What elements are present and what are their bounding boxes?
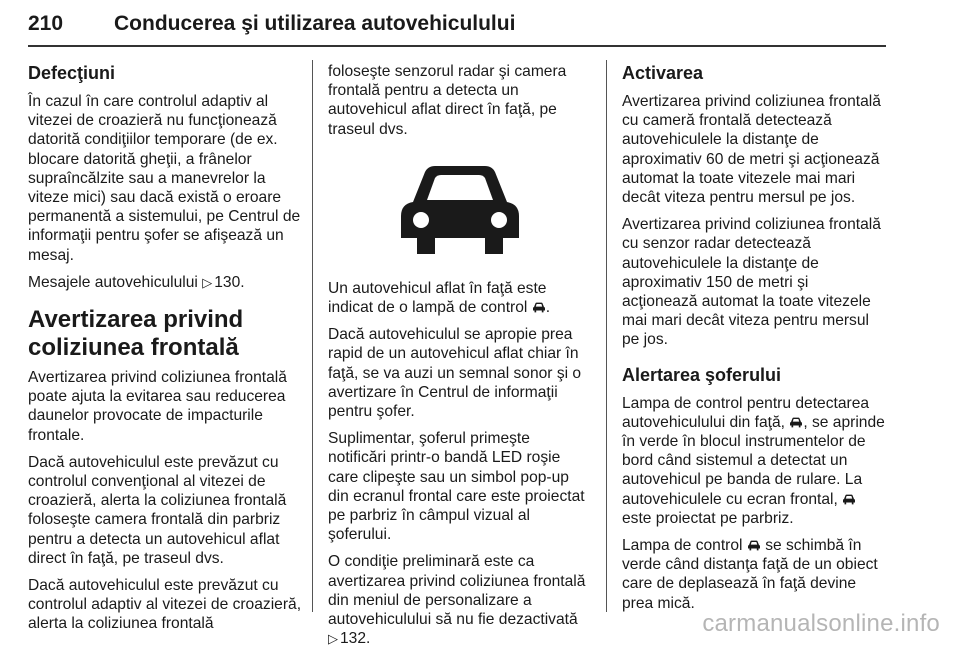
reference-text: Mesajele autovehiculului xyxy=(28,273,198,291)
paragraph-text: se schimbă în verde când distanţa faţă de un obiect care de deplasează în faţă devine prea mică. xyxy=(622,537,878,612)
vehicle-ahead-icon xyxy=(747,540,761,551)
vehicle-ahead-icon xyxy=(789,417,803,428)
paragraph: Dacă autovehiculul este prevăzut cu controlul adaptiv al vitezei de croazieră, alerta la coliziunea frontală xyxy=(28,577,302,633)
vehicle-ahead-figure xyxy=(328,149,592,267)
heading-defects: Defecţiuni xyxy=(28,63,116,83)
column-1 xyxy=(28,62,303,642)
indicator-text: Un autovehicul aflat în faţă este indicat de o lampă de control xyxy=(328,279,547,317)
paragraph: Avertizarea privind coliziunea frontală cu cameră frontală detectează autovehiculele la distanţe de aproximativ 60 de metri şi acţionează automat la toate vitezele mai mari decât viteza pentru mersul pe jos. xyxy=(622,93,881,207)
heading-activation: Activarea xyxy=(622,63,704,83)
page-reference-arrow-icon: ▷ xyxy=(328,631,338,647)
column-divider xyxy=(312,60,313,612)
vehicle-ahead-icon xyxy=(532,302,546,313)
page-number: 210 xyxy=(28,12,64,35)
paragraph-text: Lampa de control pentru detectarea autovehiculului din faţă, xyxy=(622,394,870,431)
page-reference-link[interactable]: 130. xyxy=(214,273,245,291)
reference-text: O condiţie preliminară este ca avertizarea privind coliziunea frontală din meniul de personalizare a autovehiculului să nu fie dezactivată xyxy=(328,553,586,629)
vehicle-ahead-icon xyxy=(385,158,535,258)
paragraph: Avertizarea privind coliziunea frontală cu senzor radar detectează autovehiculele la distanţe de aproximativ 150 de metri şi acţionează automat la toate vitezele mai mari decât viteza pentru mersul pe jos. xyxy=(622,216,881,349)
page-title: Conducerea şi utilizarea autovehiculului xyxy=(114,12,516,35)
heading-forward-collision-alert: Avertizarea privind coliziunea frontală xyxy=(28,306,244,362)
page-header xyxy=(28,4,938,48)
paragraph-with-icon xyxy=(622,536,888,613)
column-2 xyxy=(328,62,592,656)
page-reference-link[interactable]: 132. xyxy=(340,630,371,648)
paragraph: Suplimentar, şoferul primeşte notificări printr-o bandă LED roşie care clipeşte sau un simbol pop-up din ecranul frontal care este proiectat pe parbriz în câmpul vizual al şoferului. xyxy=(328,430,585,544)
paragraph-reference xyxy=(328,552,592,648)
paragraph-with-icon xyxy=(622,394,888,528)
paragraph: Dacă autovehiculul este prevăzut cu controlul convenţional al vitezei de croazieră, alerta la coliziunea frontală foloseşte camera frontală din parbriz pentru a detecta un autovehicul aflat direct în faţă, pe traseul dvs. xyxy=(28,453,287,567)
paragraph-with-icon: Un autovehicul aflat în faţă este indicat de o lampă de control . xyxy=(328,279,551,317)
column-3 xyxy=(622,62,888,621)
paragraph: foloseşte senzorul radar şi camera frontală pentru a detecta un autovehicul aflat direct în faţă, pe traseul dvs. xyxy=(328,63,567,138)
paragraph-reference xyxy=(28,273,303,292)
paragraph: Dacă autovehiculul se apropie prea rapid de un autovehicul aflat chiar în faţă, se va auzi un semnal sonor şi o avertizare în Centrul de informaţii pentru şofer. xyxy=(328,326,582,421)
page-reference-arrow-icon: ▷ xyxy=(202,274,213,290)
header-rule xyxy=(28,45,886,47)
column-divider xyxy=(606,60,607,612)
watermark: carmanualsonline.info xyxy=(702,610,940,637)
paragraph-text: este proiectat pe parbriz. xyxy=(622,509,794,527)
paragraph-text: , se aprinde în verde în blocul instrumentelor de bord când sistemul a detectat un autovehicul pe banda de rulare. La autovehiculele cu ecran frontal, xyxy=(622,413,885,508)
paragraph: Avertizarea privind coliziunea frontală poate ajuta la evitarea sau reducerea daunelor provocate de impacturile frontale. xyxy=(28,369,287,444)
paragraph: În cazul în care controlul adaptiv al vitezei de croazieră nu funcţionează datorită condiţiilor temporare (de ex. blocare datorită gheţii, a frânelor supraîncălzite sau a manevrelor la viteze mici) sau dacă există o eroare permanentă a sistemului, pe Centrul de informaţii pentru şofer se afişează un mesaj. xyxy=(28,93,301,264)
heading-driver-alert: Alertarea şoferului xyxy=(622,364,782,385)
paragraph-text: Lampa de control xyxy=(622,537,743,555)
vehicle-ahead-icon xyxy=(842,494,856,505)
